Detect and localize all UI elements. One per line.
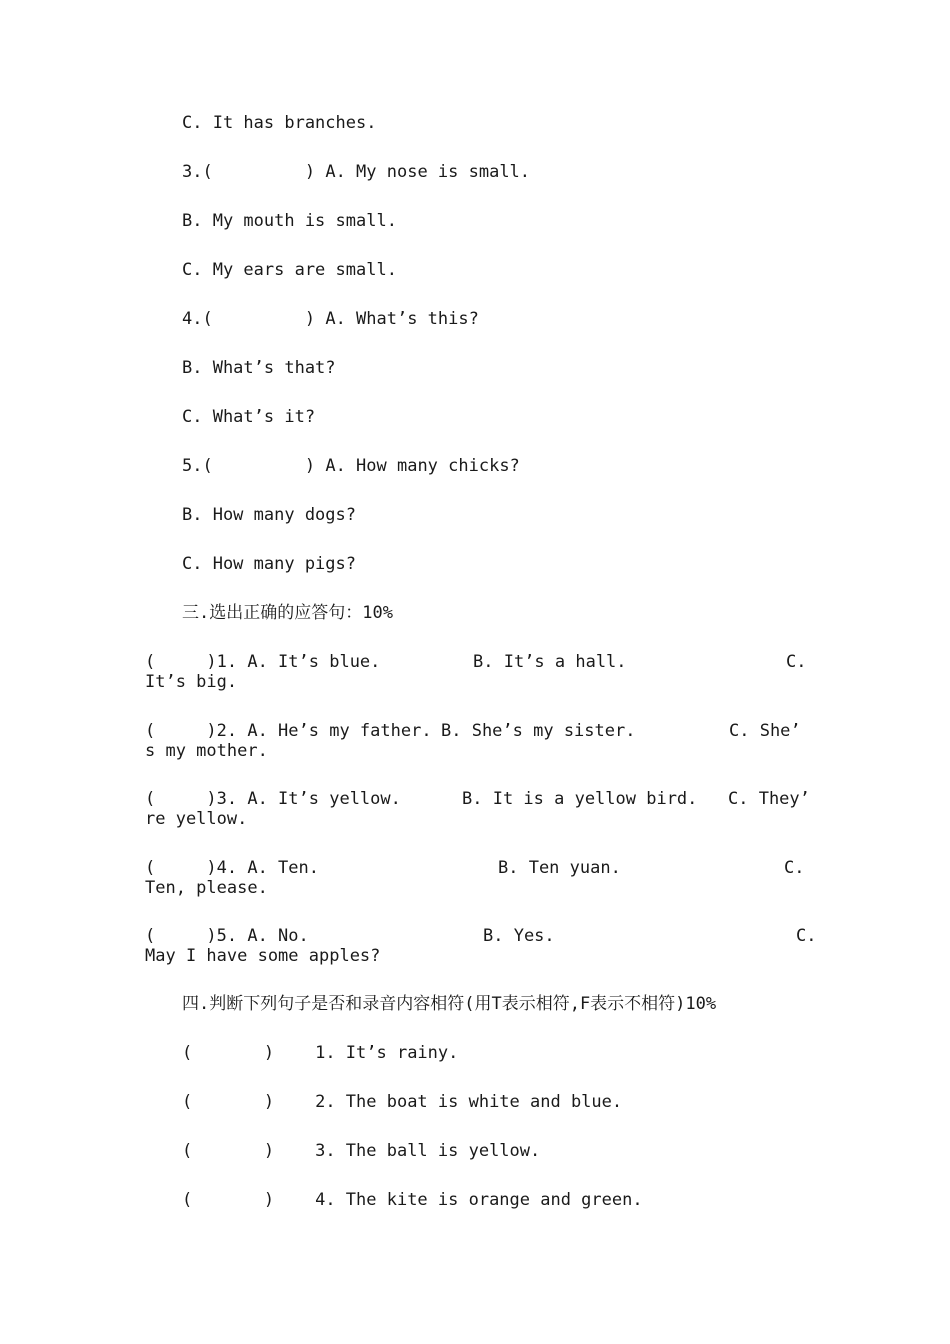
section3-item-2 (145, 721, 815, 761)
q5-option-a: A. How many chicks? (325, 456, 520, 476)
q3-option-c: C. My ears are small. (182, 260, 397, 280)
s3-item5-option-c-rest: May I have some apples? (145, 946, 381, 966)
q4-option-c: C. What’s it? (182, 407, 316, 427)
q3-answer-blank: ( ) (202, 162, 316, 182)
s3-item1-option-c-rest: It’s big. (145, 672, 238, 692)
q3-number: 3. (182, 162, 203, 182)
q4-number: 4. (182, 309, 203, 329)
s3-item4-prefix: ( )4. A. Ten. (145, 858, 319, 878)
q4-answer-blank: ( ) (202, 309, 316, 329)
s3-item1-option-c-lead: C. (786, 652, 807, 672)
q3-option-b: B. My mouth is small. (182, 211, 397, 231)
s3-item2-option-c-rest: s my mother. (145, 741, 268, 761)
s4-item4-answer-blank: ( ) (182, 1190, 275, 1210)
s3-item5-option-b: B. Yes. (483, 926, 555, 946)
s4-item1-answer-blank: ( ) (182, 1043, 275, 1063)
s4-item-3 (182, 1141, 540, 1161)
q3-line-a (182, 162, 530, 182)
s4-item2-text: 2. The boat is white and blue. (315, 1092, 623, 1112)
s3-item3-option-c-lead: C. They’ (728, 789, 810, 809)
s4-item4-text: 4. The kite is orange and green. (315, 1190, 643, 1210)
s4-item-4 (182, 1190, 643, 1210)
s3-item2-prefix: ( )2. A. He’s my father. (145, 721, 432, 741)
s4-item-2 (182, 1092, 622, 1112)
s4-item1-text: 1. It’s rainy. (315, 1043, 459, 1063)
q5-line-a (182, 456, 520, 476)
s3-item3-option-b: B. It is a yellow bird. (462, 789, 698, 809)
s3-item3-option-c-rest: re yellow. (145, 809, 248, 829)
section4-heading: 四.判断下列句子是否和录音内容相符(用T表示相符,F表示不相符)10% (182, 994, 717, 1014)
q5-number: 5. (182, 456, 203, 476)
section3-item-1 (145, 652, 815, 692)
s3-item2-option-b: B. She’s my sister. (441, 721, 636, 741)
s3-item4-option-c-lead: C. (784, 858, 805, 878)
s4-item-1 (182, 1043, 458, 1063)
s3-item4-option-c-rest: Ten, please. (145, 878, 268, 898)
s3-item5-option-c-lead: C. (796, 926, 817, 946)
section3-item-4 (145, 858, 815, 898)
s4-item2-answer-blank: ( ) (182, 1092, 275, 1112)
q5-option-b: B. How many dogs? (182, 505, 356, 525)
q5-answer-blank: ( ) (202, 456, 316, 476)
s3-item2-option-c-lead: C. She’ (729, 721, 801, 741)
s4-item3-text: 3. The ball is yellow. (315, 1141, 541, 1161)
s3-item4-option-b: B. Ten yuan. (498, 858, 621, 878)
q2-option-c: C. It has branches. (182, 113, 377, 133)
q4-line-a (182, 309, 479, 329)
s4-item3-answer-blank: ( ) (182, 1141, 275, 1161)
q4-option-a: A. What’s this? (325, 309, 479, 329)
s3-item5-prefix: ( )5. A. No. (145, 926, 309, 946)
section3-heading: 三.选出正确的应答句：10% (182, 603, 393, 623)
q4-option-b: B. What’s that? (182, 358, 336, 378)
s3-item1-prefix: ( )1. A. It’s blue. (145, 652, 381, 672)
q3-option-a: A. My nose is small. (325, 162, 531, 182)
section3-item-5 (145, 926, 815, 966)
q5-option-c: C. How many pigs? (182, 554, 356, 574)
s3-item1-option-b: B. It’s a hall. (473, 652, 627, 672)
section3-item-3 (145, 789, 815, 829)
s3-item3-prefix: ( )3. A. It’s yellow. (145, 789, 401, 809)
